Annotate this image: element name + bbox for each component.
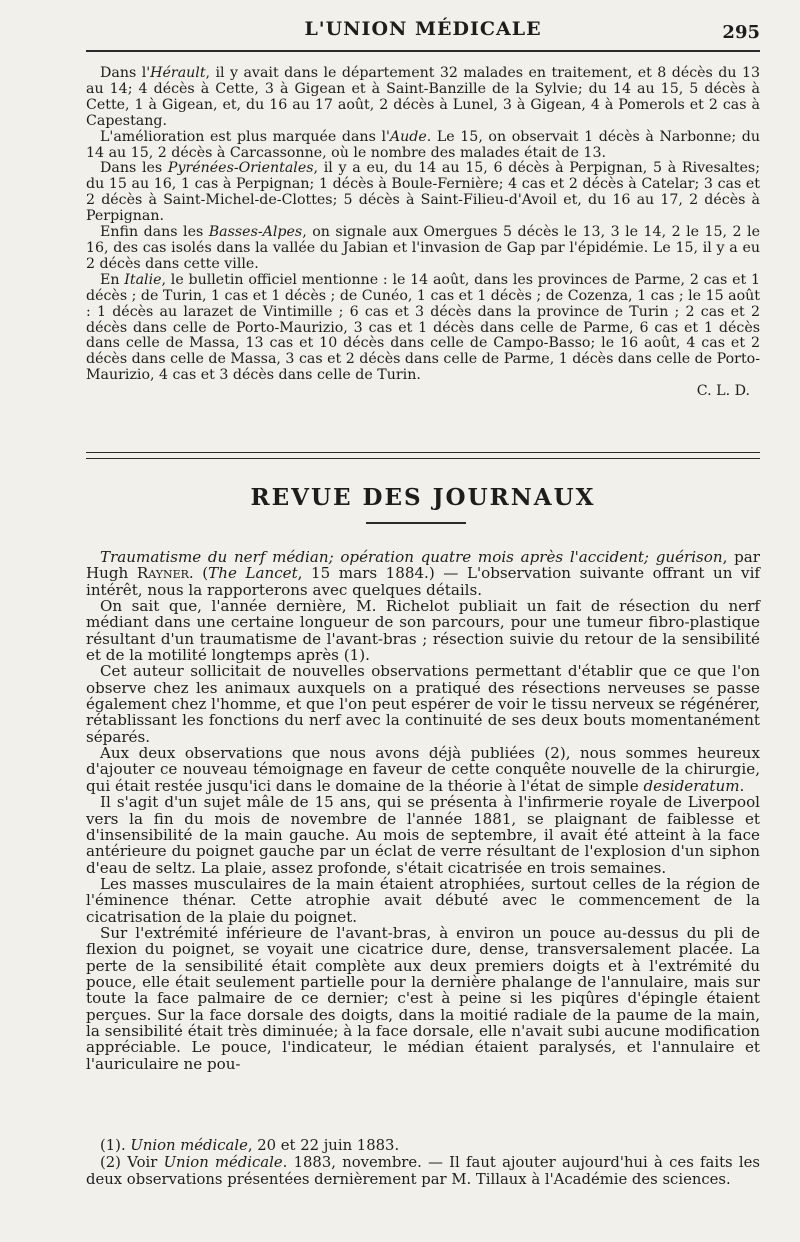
- epidemic-report: [86, 66, 760, 400]
- paragraph-basses-alpes: Enfin dans les Basses-Alpes, on signale aux Omergues 5 décès le 13, 3 le 14, 2 le 15, 2 le 16, des cas isolés dans la vallée du Jabian et l'invasion de Gap par l'épidémie. Le 15, il y a eu 2 décès dans cette ville.: [86, 224, 760, 272]
- paragraph-italie: En Italie, le bulletin officiel mentionne : le 14 août, dans les provinces de Parme, 2 cas et 1 décès ; de Turin, 1 cas et 1 décès ; de Cunéo, 1 cas et 1 décès ; de Cozenza, 1 cas ; le 15 août : 1 décès au larazet de Vintimille ; 6 cas et 3 décès dans la province de Turin ; 2 cas et 2 décès dans celle de Porto-Maurizio, 3 cas et 1 décès dans celle de Parme, 6 cas et 1 décès dans celle de Massa, 13 cas et 10 décès dans celle de Campo-Basso; le 16 août, 4 cas et 2 décès dans celle de Massa, 3 cas et 2 décès dans celle de Parme, 1 décès dans celle de Porto-Maurizio, 4 cas et 3 décès dans celle de Turin.: [86, 271, 760, 384]
- running-head: [86, 14, 760, 48]
- title-underline: [366, 522, 466, 524]
- paragraph: Cet auteur sollicitait de nouvelles observations permettant d'établir que ce que l'on observe chez les animaux auxquels on a pratiqué des résections nerveuses se passe également chez l'homme, et que l'on peut espérer de voir le tissu nerveux se régénérer, rétablissant les fonctions du nerf avec la continuité de ses deux bouts momentanément séparés.: [86, 662, 760, 746]
- paragraph: Il s'agit d'un sujet mâle de 15 ans, qui se présenta à l'infirmerie royale de Liverpool vers la fin du mois de novembre de l'année 1881, se plaignant de faiblesse et d'insensibilité de la main gauche. Au mois de septembre, il avait été atteint à la face antérieure du poignet gauche par un éclat de verre résultant de l'explosion d'un siphon d'eau de seltz. La plaie, assez profonde, s'était cicatrisée en trois semaines.: [86, 793, 760, 877]
- paragraph-pyrenees: Dans les Pyrénées-Orientales, il y a eu, du 14 au 15, 6 décès à Perpignan, 5 à Rivesaltes; du 15 au 16, 1 cas à Perpignan; 1 décès à Boule-Fernière; 4 cas et 2 décès à Catelar; 3 cas et 2 décès à Saint-Michel-de-Clottes; 5 décès à Saint-Filieu-d'Avoil et, du 16 au 17, 2 décès à Perpignan.: [86, 160, 760, 225]
- place-pyrenees-orientales: Pyrénées-Orientales: [167, 160, 314, 177]
- header-rule: [86, 50, 760, 52]
- signature: C. L. D.: [696, 383, 750, 400]
- section-divider: [86, 452, 760, 459]
- paragraph: Sur l'extrémité inférieure de l'avant-bras, à environ un pouce au-dessus du pli de flexion du poignet, se voyait une cicatrice dure, dense, transversalement placée. La perte de la sensibilité était complète aux deux premiers doigts et à l'extrémité du pouce, elle était seulement partielle pour la dernière phalange de l'annulaire, mais sur toute la face palmaire de ce dernier; c'est à peine si les piqûres d'épingle étaient perçues. Sur la face dorsale des doigts, dans la moitié radiale de la paume de la main, la sensibilité était très diminuée; à la face dorsale, elle n'avait subi aucune modification appréciable. Le pouce, l'indicateur, le médian étaient paralysés, et l'annulaire et l'auriculaire ne pou-: [86, 923, 760, 1073]
- paragraph: Aux deux observations que nous avons déjà publiées (2), nous sommes heureux d'ajouter ce nouveau témoignage en faveur de cette conquête nouvelle de la chirurgie, qui était restée jusqu'ici dans le domaine de la théorie à l'état de simple desideratum.: [86, 744, 760, 795]
- article-body: [86, 549, 760, 1072]
- article-author: Rayner: [136, 564, 189, 583]
- latin-term: desideratum: [643, 776, 740, 795]
- footnote-1: (1). Union médicale, 20 et 22 juin 1883.: [100, 1137, 400, 1154]
- place-herault: Hérault: [150, 65, 206, 81]
- article-intro: Traumatisme du nerf médian; opération quatre mois après l'accident; guérison, par Hugh Rayner. (The Lancet, 15 mars 1884.) — L'observation suivante offrant un vif intérêt, nous la rapporterons avec quelques détails.: [86, 548, 760, 599]
- footnote-2: (2) Voir Union médicale. 1883, novembre. — Il faut ajouter aujourd'hui à ces faits les deux observations présentées dernièrement par M. Tillaux à l'Académie des sciences.: [86, 1153, 760, 1188]
- paragraph: Les masses musculaires de la main étaient atrophiées, surtout celles de la région de l'éminence thénar. Cette atrophie avait débuté avec le commencement de la cicatrisation de la plaie du poignet.: [86, 874, 760, 926]
- section-title: REVUE DES JOURNAUX: [250, 484, 596, 511]
- paragraph: On sait que, l'année dernière, M. Richelot publiait un fait de résection du nerf médiant dans une certaine longueur de son parcours, pour une tumeur fibro-plastique résultant d'un traumatisme de l'avant-bras ; résection suivie du retour de la sensibilité et de la motilité longtemps après (1).: [86, 597, 760, 665]
- article-title: Traumatisme du nerf médian; opération quatre mois après l'accident; guérison: [100, 548, 723, 566]
- paragraph-herault: Dans l'Hérault, il y avait dans le département 32 malades en traitement, et 8 décès du 13 au 14; 4 décès à Cette, 3 à Gigean et à Saint-Banzille de la Sylvie; du 14 au 15, 5 décès à Cette, 1 à Gigean, et, du 16 au 17 août, 2 décès à Lunel, 3 à Gigean, 4 à Pomerols et 2 cas à Capestang.: [86, 65, 760, 129]
- place-italie: Italie: [124, 271, 162, 288]
- footnotes: [86, 1138, 760, 1188]
- journal-title: L'UNION MÉDICALE: [304, 18, 542, 40]
- paragraph-aude: L'amélioration est plus marquée dans l'Aude. Le 15, on observait 1 décès à Narbonne; du 14 au 15, 2 décès à Carcassonne, où le nombre des malades était de 13.: [86, 128, 760, 161]
- page-number: 295: [722, 22, 760, 43]
- article-source: The Lancet: [208, 564, 298, 583]
- place-aude: Aude: [389, 128, 427, 145]
- place-basses-alpes: Basses-Alpes: [208, 224, 303, 241]
